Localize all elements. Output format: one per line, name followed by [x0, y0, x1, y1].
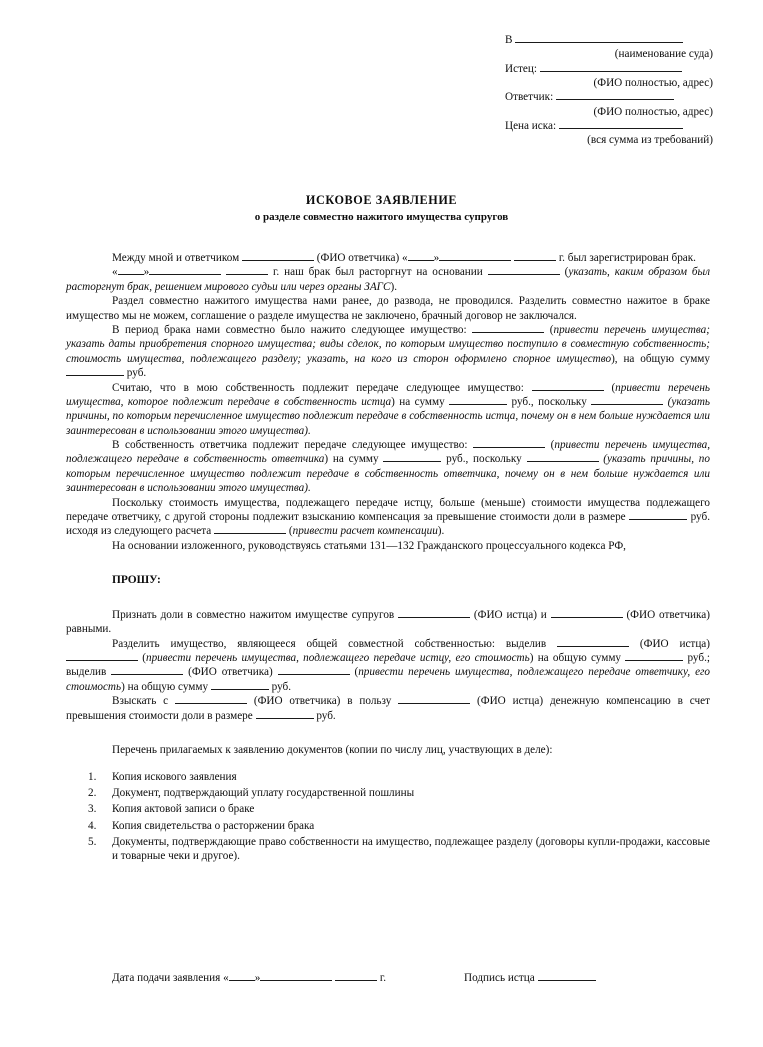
- text-fragment: г.: [377, 972, 387, 984]
- blank-plaintiff-property[interactable]: [532, 381, 604, 391]
- text-fragment: (: [349, 666, 359, 679]
- blank-defendant-property[interactable]: [473, 438, 545, 448]
- text-fragment: Между мной и ответчиком: [112, 252, 242, 264]
- attachments-intro: Перечень прилагаемых к заявлению документов (копии по числу лиц, участвующих в деле):: [112, 743, 553, 756]
- hint-compensation-calc: привести расчет компенсации: [292, 525, 438, 538]
- text-fragment: г. наш брак был расторгнут на основании: [268, 266, 488, 279]
- text-fragment: (ФИО ответчика) «: [313, 252, 408, 264]
- hint-plaintiff-reason: (указать причины, по которым перечисленное имущество подлежит передаче в собственность истца, почему он в нем больше нуждается или заинтересован в использовании этого имущества).: [66, 395, 710, 437]
- text-fragment: »: [433, 252, 440, 264]
- header-hint-plaintiff: (ФИО полностью, адрес): [593, 76, 713, 89]
- blank-total-sum[interactable]: [66, 366, 124, 376]
- hint-r2-defendant-property: привести перечень имущества, подлежащего передаче ответчику, его стоимость: [66, 666, 711, 693]
- header-fill-plaintiff[interactable]: [540, 62, 682, 72]
- text-fragment: ) на общую сумму: [121, 680, 211, 693]
- blank-r2-defendant[interactable]: [111, 665, 183, 675]
- attachments-list: [66, 770, 710, 863]
- text-fragment: (ФИО ответчика) равными.: [66, 608, 710, 636]
- list-item-label: Копия актовой записи о браке: [112, 803, 255, 816]
- text-fragment: (ФИО истца) денежную компенсацию в счет превышения стоимости доли в размере: [66, 695, 710, 722]
- blank-filing-year[interactable]: [335, 971, 377, 981]
- hint-property-list: привести перечень имущества; указать даты приобретения спорного имущества; виды сделок, по которым имущество поступило в совместную собственность; стоимость имущества, подлежащего разделу; указать, на кого из сторон оформлено спорное имущество: [66, 323, 710, 365]
- text-fragment: Признать доли в совместно нажитом имуществе супругов: [112, 608, 399, 621]
- request-recover-compensation: [66, 694, 710, 723]
- list-item-number: 2.: [88, 787, 97, 800]
- list-item-label: Копия свидетельства о расторжении брака: [112, 819, 315, 832]
- list-item-label: Документ, подтверждающий уплату государственной пошлины: [112, 787, 415, 800]
- hint-defendant-property: привести перечень имущества, подлежащего передаче в собственность ответчика: [66, 439, 710, 466]
- text-fragment: (ФИО истца) и: [470, 608, 551, 621]
- text-fragment: Считаю, что в мою собственность подлежит передаче следующее имущество:: [112, 381, 532, 394]
- text-fragment: (: [545, 439, 555, 452]
- text-fragment: »: [254, 972, 261, 984]
- text-fragment: Дата подачи заявления «: [112, 972, 229, 984]
- signature-block: [464, 971, 595, 985]
- blank-signature[interactable]: [538, 971, 596, 981]
- paragraph-divorce-basis: [66, 265, 710, 294]
- paragraph-compensation: [66, 496, 710, 539]
- text-fragment: «: [112, 266, 118, 279]
- header-fill-defendant[interactable]: [556, 90, 674, 100]
- text-fragment: руб.: [313, 709, 336, 722]
- list-item-label: Копия искового заявления: [112, 771, 237, 784]
- list-item: [66, 835, 710, 864]
- header-label-plaintiff: Истец:: [505, 62, 537, 75]
- text-fragment: В период брака нами совместно было нажито следующее имущество:: [112, 323, 473, 336]
- court-and-parties-header: [505, 33, 713, 148]
- blank-defendant-sum[interactable]: [383, 453, 441, 463]
- text-fragment: Поскольку стоимость имущества, подлежащего передаче истцу, больше (меньше) стоимости имущества подлежащего передаче ответчику, с другой стороны подлежит взысканию компенсация за превышение стоимости доли в размере: [66, 496, 710, 524]
- text-fragment: Подпись истца: [464, 972, 538, 984]
- header-fill-claim-price[interactable]: [559, 119, 683, 129]
- header-label-claim-price: Цена иска:: [505, 120, 557, 133]
- header-hint-defendant: (ФИО полностью, адрес): [593, 105, 713, 118]
- text-fragment: (ФИО ответчика): [183, 666, 278, 679]
- text-fragment: (: [603, 381, 616, 394]
- list-item-number: 1.: [88, 771, 97, 784]
- hint-divorce-basis: указать, каким образом был расторгнут брак, решением мирового судьи или через органы ЗАГС: [66, 266, 710, 293]
- list-item: [66, 770, 710, 785]
- blank-r2-plaintiff[interactable]: [557, 637, 629, 647]
- paragraph-marriage-registration: [66, 251, 710, 265]
- header-hint-claim-price: (вся сумма из требований): [587, 134, 713, 147]
- request-divide-property: [66, 637, 710, 695]
- list-item: [66, 786, 710, 801]
- header-row-court: [505, 33, 713, 47]
- text-fragment: руб., поскольку: [441, 453, 527, 466]
- blank-r2-plaintiff-sum[interactable]: [625, 651, 683, 661]
- blank-defendant-name[interactable]: [242, 251, 314, 261]
- blank-r2-defendant-property[interactable]: [278, 665, 350, 675]
- blank-divorce-month[interactable]: [149, 265, 221, 275]
- text-fragment: Разделить имущество, являющееся общей совместной собственностью: выделив: [112, 637, 558, 650]
- paragraph-no-prior-division: Раздел совместно нажитого имущества нами ранее, до развода, не проводился. Разделить совместно нажитое в браке имущество мы не можем, соглашение о разделе имущества не заключено, брачный договор не заключался.: [66, 295, 710, 322]
- header-row-plaintiff: [505, 62, 713, 76]
- text-fragment: ) на сумму: [324, 453, 384, 466]
- list-item: [66, 802, 710, 817]
- blank-filing-month[interactable]: [260, 971, 332, 981]
- text-fragment: руб.; выделив: [66, 651, 710, 679]
- blank-divorce-basis[interactable]: [488, 265, 560, 275]
- blank-divorce-year[interactable]: [226, 265, 268, 275]
- document-title: ИСКОВОЕ ЗАЯВЛЕНИЕ: [305, 193, 458, 207]
- blank-r1-plaintiff[interactable]: [398, 608, 470, 618]
- header-hint-court: (наименование суда): [614, 48, 713, 61]
- blank-r1-defendant[interactable]: [551, 608, 623, 618]
- blank-r3-amount[interactable]: [256, 709, 314, 719]
- list-item-number: 3.: [88, 803, 97, 816]
- hint-r2-plaintiff-property: привести перечень имущества, подлежащего передаче истцу, его стоимость: [145, 651, 530, 664]
- text-fragment: В собственность ответчика подлежит передаче следующее имущество:: [112, 439, 474, 452]
- document-subtitle: о разделе совместно нажитого имущества супругов: [254, 211, 509, 223]
- document-body: [66, 251, 710, 865]
- text-fragment: (: [544, 323, 554, 336]
- blank-r2-plaintiff-property[interactable]: [66, 651, 138, 661]
- filing-date-block: [66, 971, 386, 985]
- text-fragment: »: [143, 266, 150, 279]
- header-label-defendant: Ответчик:: [505, 91, 554, 104]
- text-fragment: руб.: [124, 367, 147, 380]
- document-footer: [66, 971, 710, 985]
- text-fragment: руб.: [268, 680, 292, 693]
- paragraph-legal-basis: На основании изложенного, руководствуясь статьями 131—132 Гражданского процессуального кодекса РФ,: [112, 539, 626, 552]
- header-label-court: В: [505, 33, 513, 46]
- paragraph-defendant-share: [66, 438, 710, 496]
- request-equal-shares: [66, 608, 710, 637]
- text-fragment: ), на общую сумму: [611, 352, 710, 365]
- text-fragment: (: [138, 651, 146, 664]
- list-item: [66, 819, 710, 834]
- list-item-number: 4.: [88, 819, 97, 832]
- header-row-defendant: [505, 90, 713, 104]
- blank-month[interactable]: [439, 251, 511, 261]
- blank-year[interactable]: [514, 251, 556, 261]
- blank-plaintiff-reason[interactable]: [591, 395, 663, 405]
- list-item-number: 5.: [88, 835, 97, 848]
- blank-r3-plaintiff[interactable]: [398, 694, 470, 704]
- text-fragment: (: [559, 266, 569, 279]
- blank-plaintiff-sum[interactable]: [449, 395, 507, 405]
- text-fragment: ) на сумму: [391, 395, 450, 408]
- header-row-claim-price: [505, 119, 713, 133]
- text-fragment: (: [286, 525, 293, 538]
- blank-property-list[interactable]: [472, 323, 544, 333]
- blank-defendant-reason[interactable]: [527, 453, 599, 463]
- text-fragment: (ФИО истца): [629, 637, 710, 650]
- text-fragment: ) на общую сумму: [529, 651, 626, 664]
- blank-compensation-amount[interactable]: [629, 510, 687, 520]
- text-fragment: г. был зарегистрирован брак.: [556, 252, 696, 264]
- blank-day[interactable]: [408, 251, 434, 261]
- hint-defendant-reason: (указать причины, по которым перечисленное имущество подлежит передаче в собственность ответчика, почему он в нем больше нуждается или заинтересован в использовании этого имущества).: [66, 453, 710, 495]
- text-fragment: Взыскать с: [112, 695, 175, 708]
- blank-divorce-day[interactable]: [118, 265, 144, 275]
- text-fragment: руб. исходя из следующего расчета: [66, 511, 710, 538]
- blank-r2-defendant-sum[interactable]: [211, 680, 269, 690]
- paragraph-plaintiff-share: [66, 381, 710, 439]
- text-fragment: (ФИО ответчика) в пользу: [246, 695, 399, 708]
- blank-r3-defendant[interactable]: [175, 694, 247, 704]
- list-item-label: Документы, подтверждающие право собственности на имущество, подлежащее разделу (договоры купли-продажи, кассовые и товарные чеки и другое).: [112, 835, 710, 863]
- paragraph-acquired-property: [66, 323, 710, 381]
- blank-compensation-calc[interactable]: [214, 524, 286, 534]
- header-fill-court[interactable]: [515, 33, 683, 43]
- request-heading: ПРОШУ:: [112, 574, 161, 587]
- text-fragment: ).: [390, 280, 398, 293]
- text-fragment: ).: [437, 525, 445, 538]
- hint-plaintiff-property: привести перечень имущества, которое подлежит передаче в собственность истца: [66, 381, 710, 408]
- blank-filing-day[interactable]: [229, 971, 255, 981]
- text-fragment: руб., поскольку: [507, 395, 592, 408]
